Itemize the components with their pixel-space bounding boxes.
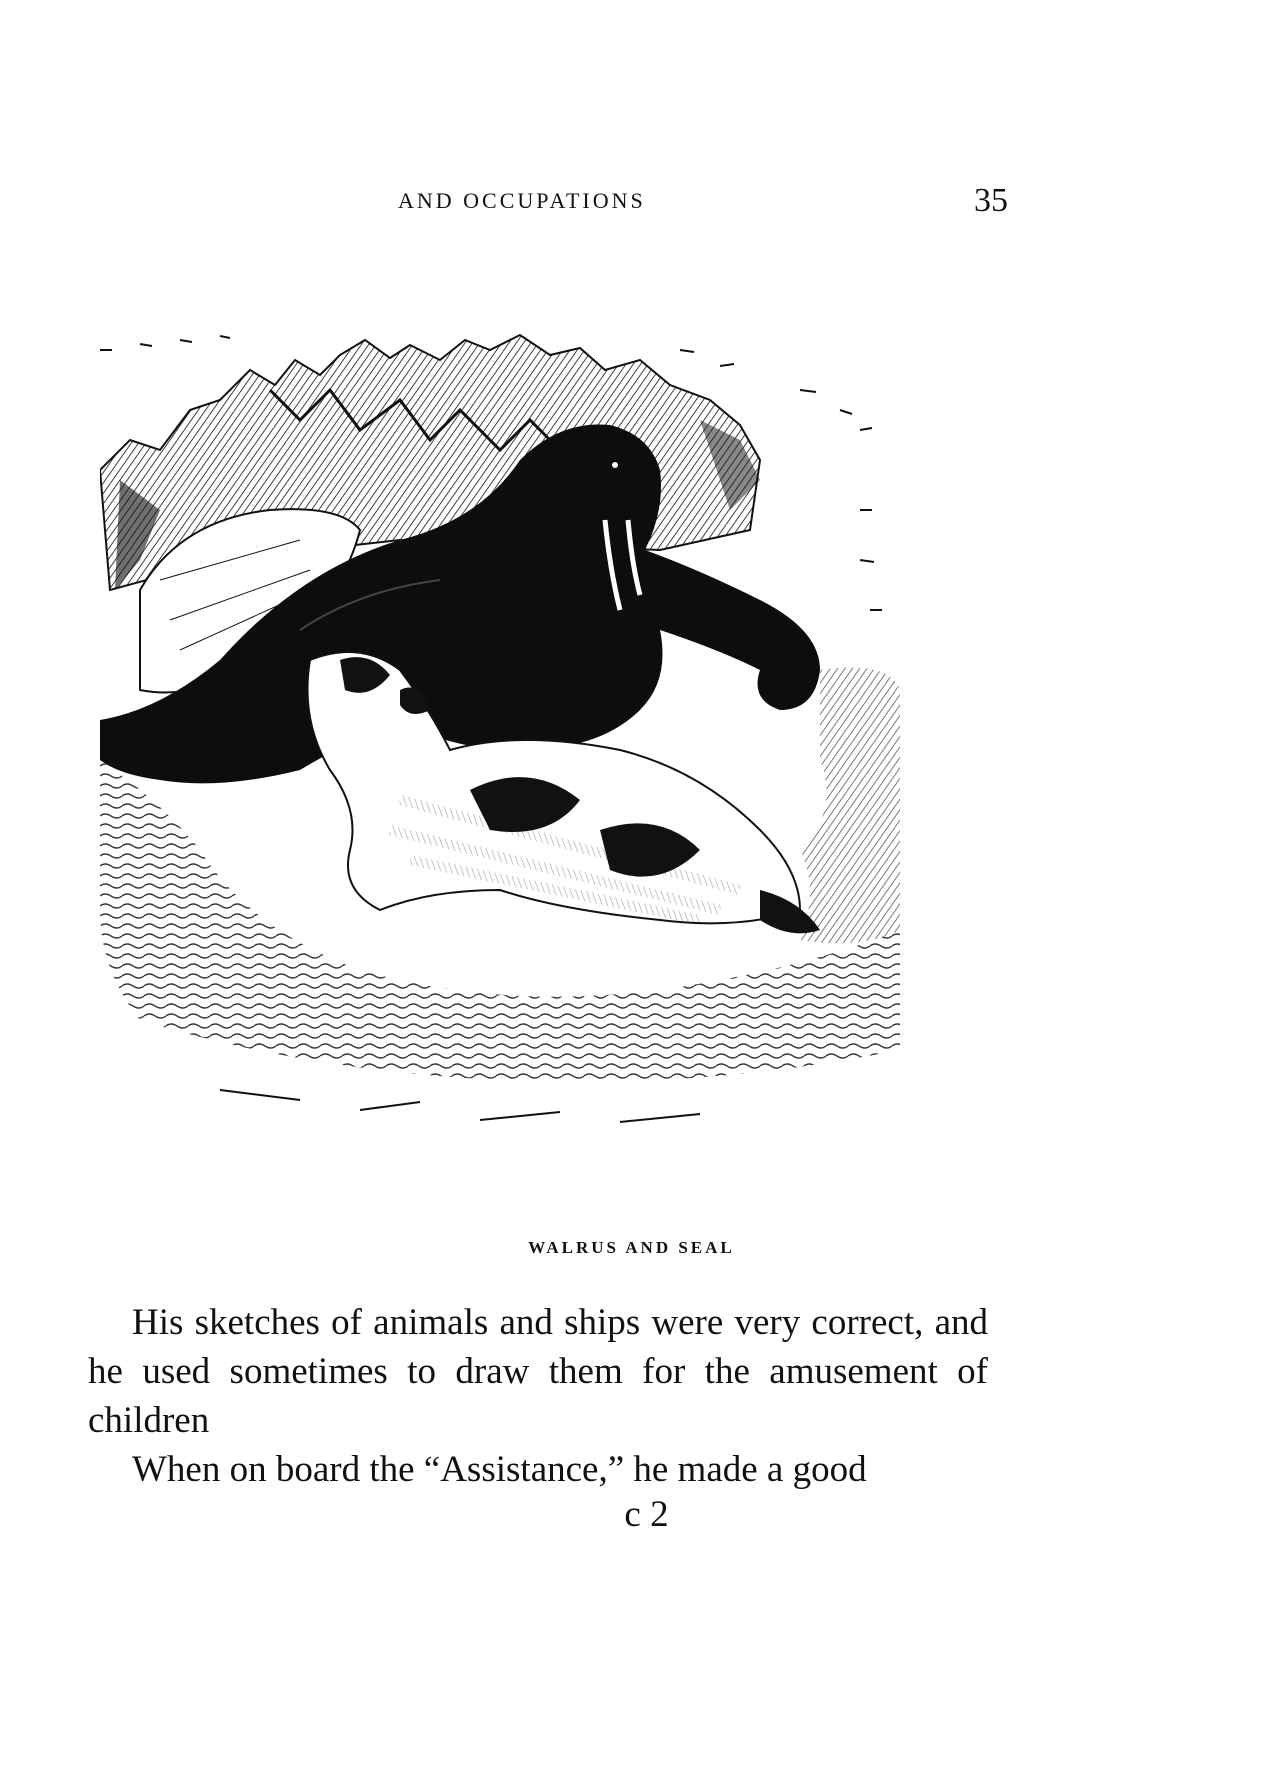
running-head (0, 182, 1263, 228)
engraving-image (100, 330, 1000, 1190)
illustration-caption: WALRUS AND SEAL (528, 1238, 735, 1257)
running-title: AND OCCUPATIONS (398, 188, 646, 213)
page-number: 35 (974, 182, 1008, 219)
walrus-seal-engraving (100, 330, 1000, 1190)
paragraph: When on board the “Assistance,” he made a good (132, 1449, 867, 1490)
body-text (88, 1298, 988, 1494)
paragraph: His sketches of animals and ships were very correct, and he used sometimes to draw them for the amusement of children (88, 1302, 988, 1441)
signature-mark: c 2 (624, 1494, 669, 1535)
